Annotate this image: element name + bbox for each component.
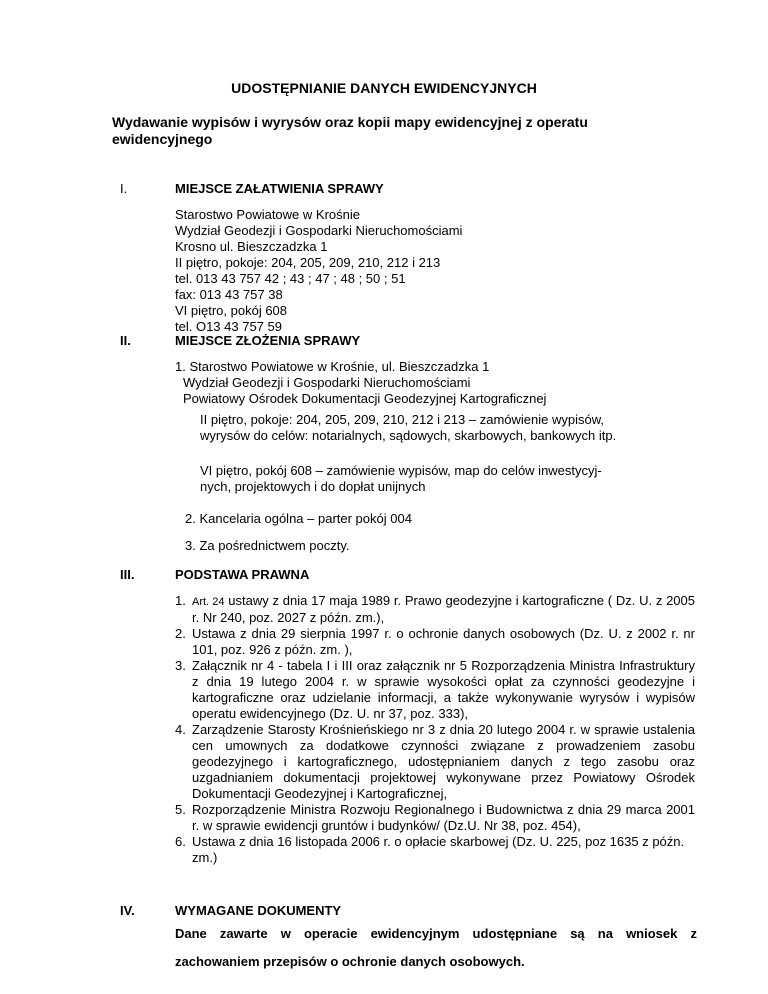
section-2-heading: MIEJSCE ZŁOŻENIA SPRAWY	[175, 333, 361, 348]
item-line: II piętro, pokoje: 204, 205, 209, 210, 212 i 213 – zamówienie wypisów,	[200, 412, 604, 427]
section-2-item-1	[175, 359, 695, 407]
section-3-heading: PODSTAWA PRAWNA	[175, 567, 310, 582]
legal-basis-item: 1. Art. 24 ustawy z dnia 17 maja 1989 r. Prawo geodezyjne i kartograficzne ( Dz. U. z 2005 r. Nr 240, poz. 2027 z późn. zm.),	[175, 593, 695, 625]
section-4-number: IV.	[120, 903, 135, 918]
item-line: Powiatowy Ośrodek Dokumentacji Geodezyjnej Kartograficznej	[183, 391, 547, 406]
address-line: Wydział Geodezji i Gospodarki Nieruchomościami	[175, 223, 463, 238]
required-documents-text: Dane zawarte w operacie ewidencyjnym udostępniane są na wniosek z zachowaniem przepisów o ochronie danych osobowych.	[175, 926, 697, 969]
address-line: II piętro, pokoje: 204, 205, 209, 210, 212 i 213	[175, 255, 441, 270]
address-line: tel. 013 43 757 42 ; 43 ; 47 ; 48 ; 50 ; 51	[175, 271, 406, 286]
section-2-item-3: 3. Za pośrednictwem poczty.	[185, 538, 350, 553]
address-line: fax: 013 43 757 38	[175, 287, 283, 302]
legal-basis-item: 2. Ustawa z dnia 29 sierpnia 1997 r. o ochronie danych osobowych (Dz. U. z 2002 r. nr 101, poz. 926 z późn. zm. ),	[175, 626, 695, 657]
document-title: UDOSTĘPNIANIE DANYCH EWIDENCYJNYCH	[231, 80, 537, 96]
item-line: wyrysów do celów: notarialnych, sądowych, skarbowych, bankowych itp.	[200, 428, 617, 443]
section-2-floor-6	[200, 463, 720, 495]
section-3-number: III.	[120, 567, 135, 582]
section-2-floor-2	[200, 412, 720, 444]
legal-basis-item: 4. Zarządzenie Starosty Krośnieńskiego nr 3 z dnia 20 lutego 2004 r. w sprawie ustalenia cen umownych za dodatkowe czynności związane z prowadzeniem zasobu geodezyjnego i kartograficznego, udostępnianiem danych z tego zasobu oraz uzgadnianiem dokumentacji projektowej wykonywane przez Powiatowy Ośrodek Dokumentacji Geodezyjnej i Kartograficznej,	[175, 722, 695, 801]
legal-basis-item: 6. Ustawa z dnia 16 listopada 2006 r. o opłacie skarbowej (Dz. U. 225, poz 1635 z późn. zm.)	[175, 834, 685, 865]
item-line: 1. Starostwo Powiatowe w Krośnie, ul. Bieszczadzka 1	[175, 359, 490, 374]
section-1-heading: MIEJSCE ZAŁATWIENIA SPRAWY	[175, 181, 384, 196]
section-4-heading: WYMAGANE DOKUMENTY	[175, 903, 342, 918]
item-line: VI piętro, pokój 608 – zamówienie wypisów, map do celów inwestycyj-	[200, 463, 602, 478]
item-line: nych, projektowych i do dopłat unijnych	[200, 479, 426, 494]
address-line: tel. O13 43 757 59	[175, 319, 282, 334]
legal-basis-item: 3. Załącznik nr 4 - tabela I i III oraz załącznik nr 5 Rozporządzenia Ministra Infrastruktury z dnia 19 lutego 2004 r. w sprawie wysokości opłat za czynności geodezyjne i kartograficzne oraz udzielanie informacji, a także wykonywanie wyrysów i wypisów operatu ewidencyjnego (Dz. U. nr 37, poz. 333),	[175, 658, 695, 721]
document-subtitle: Wydawanie wypisów i wyrysów oraz kopii mapy ewidencyjnej z operatu ewidencyjnego	[112, 114, 588, 147]
address-line: Starostwo Powiatowe w Krośnie	[175, 207, 360, 222]
section-2-number: II.	[120, 333, 131, 348]
legal-basis-item: 5. Rozporządzenie Ministra Rozwoju Regionalnego i Budownictwa z dnia 29 marca 2001 r. w sprawie ewidencji gruntów i budynków/ (Dz.U. Nr 38, poz. 454),	[175, 802, 695, 833]
address-line: Krosno ul. Bieszczadzka 1	[175, 239, 328, 254]
address-line: VI piętro, pokój 608	[175, 303, 288, 318]
section-1-address	[175, 207, 695, 335]
section-2-item-2: 2. Kancelaria ogólna – parter pokój 004	[185, 511, 412, 526]
legal-basis-list	[175, 593, 695, 866]
section-1-number: I.	[120, 181, 128, 196]
item-line: Wydział Geodezji i Gospodarki Nieruchomościami	[183, 375, 471, 390]
